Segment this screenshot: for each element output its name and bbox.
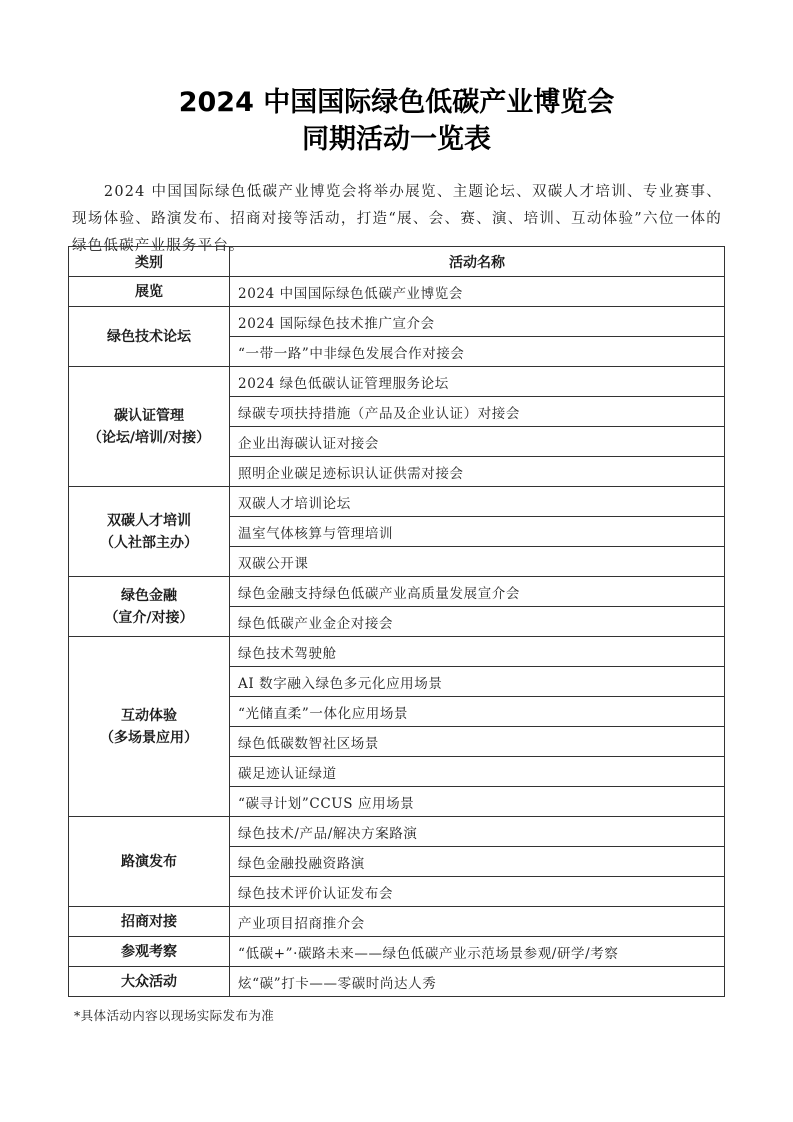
- activity-cell: 绿色技术驾驶舱: [230, 637, 725, 667]
- category-cell: [69, 577, 230, 637]
- page-title-line1: 2024 中国国际绿色低碳产业博览会: [178, 87, 615, 118]
- activity-cell: “碳寻计划”CCUS 应用场景: [230, 787, 725, 817]
- table-row: [69, 967, 725, 997]
- activity-cell: 照明企业碳足迹标识认证供需对接会: [230, 457, 725, 487]
- category-label: （论坛/培训/对接）: [87, 429, 211, 446]
- table-header-row: [69, 247, 725, 277]
- table-row: [69, 937, 725, 967]
- activity-cell: 双碳公开课: [230, 547, 725, 577]
- table-row: [69, 367, 725, 397]
- header-category: 类别: [69, 247, 230, 277]
- activity-cell: 产业项目招商推介会: [230, 907, 725, 937]
- intro-paragraph: 2024 中国国际绿色低碳产业博览会将举办展览、主题论坛、双碳人才培训、专业赛事、现场体验、路演发布、招商对接等活动，打造“展、会、赛、演、培训、互动体验”六位一体的绿色低碳产业服务平台。: [72, 183, 722, 254]
- activity-cell: 绿色金融投融资路演: [230, 847, 725, 877]
- table-row: [69, 637, 725, 667]
- footnote: *具体活动内容以现场实际发布为准: [74, 1008, 275, 1023]
- activity-cell: AI 数字融入绿色多元化应用场景: [230, 667, 725, 697]
- category-cell: [69, 367, 230, 487]
- activity-cell: “光储直柔”一体化应用场景: [230, 697, 725, 727]
- activity-cell: 炫“碳”打卡——零碳时尚达人秀: [230, 967, 725, 997]
- category-cell: [69, 937, 230, 967]
- table-row: [69, 817, 725, 847]
- category-label: 展览: [135, 283, 163, 300]
- activity-cell: “低碳+”·碳路未来——绿色低碳产业示范场景参观/研学/考察: [230, 937, 725, 967]
- page-title-line2: 同期活动一览表: [302, 124, 491, 155]
- activity-cell: 2024 中国国际绿色低碳产业博览会: [230, 277, 725, 307]
- category-cell: [69, 907, 230, 937]
- category-label: （人社部主办）: [100, 534, 198, 551]
- table-body: [69, 277, 725, 997]
- category-label: 路演发布: [121, 853, 177, 870]
- activity-cell: 绿色技术评价认证发布会: [230, 877, 725, 907]
- activity-cell: 绿色技术/产品/解决方案路演: [230, 817, 725, 847]
- activity-cell: 碳足迹认证绿道: [230, 757, 725, 787]
- category-label: 招商对接: [121, 913, 177, 930]
- table-row: [69, 307, 725, 337]
- table-row: [69, 907, 725, 937]
- category-cell: [69, 277, 230, 307]
- category-cell: [69, 307, 230, 367]
- category-label: 互动体验: [121, 707, 177, 724]
- header-activity: 活动名称: [230, 247, 725, 277]
- activity-cell: 绿色低碳数智社区场景: [230, 727, 725, 757]
- table-row: [69, 487, 725, 517]
- category-label: 参观考察: [121, 943, 177, 960]
- activity-cell: 2024 国际绿色技术推广宣介会: [230, 307, 725, 337]
- activity-cell: 双碳人才培训论坛: [230, 487, 725, 517]
- activity-table: [68, 246, 725, 997]
- table-row: [69, 277, 725, 307]
- activity-cell: 2024 绿色低碳认证管理服务论坛: [230, 367, 725, 397]
- category-label: （多场景应用）: [100, 729, 198, 746]
- category-cell: [69, 487, 230, 577]
- category-label: 双碳人才培训: [107, 512, 191, 529]
- activity-cell: 绿色低碳产业金企对接会: [230, 607, 725, 637]
- table-row: [69, 577, 725, 607]
- category-label: 绿色金融: [121, 587, 177, 604]
- activity-cell: 温室气体核算与管理培训: [230, 517, 725, 547]
- category-cell: [69, 817, 230, 907]
- activity-cell: “一带一路”中非绿色发展合作对接会: [230, 337, 725, 367]
- category-label: 绿色技术论坛: [107, 328, 191, 345]
- category-cell: [69, 967, 230, 997]
- category-label: 碳认证管理: [114, 407, 184, 424]
- category-label: （宣介/对接）: [104, 609, 194, 626]
- category-label: 大众活动: [121, 973, 177, 990]
- activity-cell: 企业出海碳认证对接会: [230, 427, 725, 457]
- activity-cell: 绿色金融支持绿色低碳产业高质量发展宣介会: [230, 577, 725, 607]
- category-cell: [69, 637, 230, 817]
- activity-cell: 绿碳专项扶持措施（产品及企业认证）对接会: [230, 397, 725, 427]
